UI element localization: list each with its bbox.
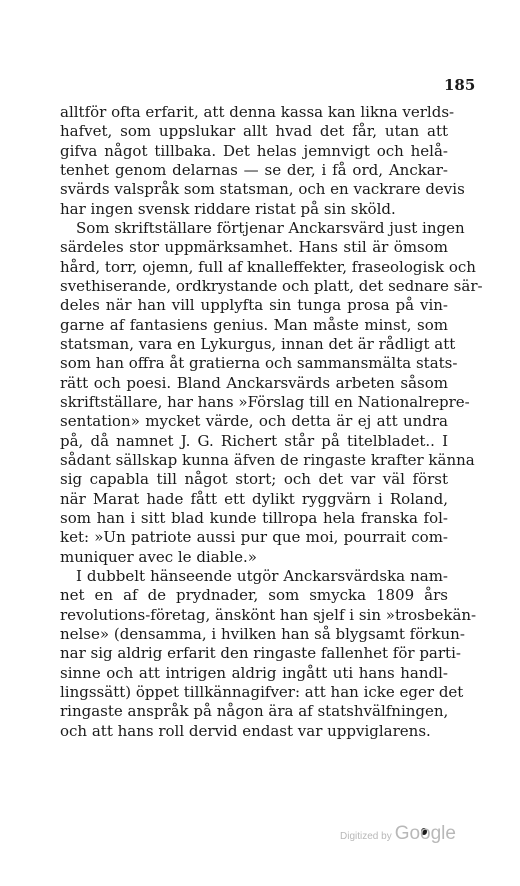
digitized-watermark [340, 823, 456, 845]
text-line: net en af de prydnader, som smycka 1809 års [60, 586, 448, 605]
text-line: deles när han vill upplyfta sin tunga prosa på vin- [60, 296, 448, 315]
text-line: muniquer avec le diable.» [60, 547, 257, 566]
text-line: när Marat hade fått ett dylikt ryggvärn i Roland, [60, 489, 448, 508]
text-line: lingssätt) öppet tillkännagifver: att han icke eger det [60, 682, 464, 701]
text-line: sentation» mycket värde, och detta är ej att undra [60, 412, 448, 431]
text-line: skriftställare, har hans »Förslag till en Nationalrepre- [60, 392, 470, 411]
digitized-by-label: Digitized by [340, 831, 392, 842]
text-line: sig capabla till något stort; och det var väl först [60, 470, 448, 489]
text-line: särdeles stor uppmärksamhet. Hans stil är ömsom [60, 238, 448, 257]
text-line: nar sig aldrig erfarit den ringaste fallenhet för parti- [60, 644, 461, 663]
text-line: tenhet genom delarnas — se der, i få ord, Anckar- [60, 160, 448, 179]
body-text [60, 103, 483, 741]
text-line: I dubbelt hänseende utgör Anckarsvärdska nam- [76, 566, 448, 585]
text-line: rätt och poesi. Bland Anckarsvärds arbeten såsom [60, 373, 448, 392]
text-line: svärds valspråk som statsman, och en vackrare devis [60, 180, 465, 199]
text-line: som han offra åt gratierna och sammansmälta stats- [60, 354, 458, 373]
text-line: och att hans roll dervid endast var uppviglarens. [60, 721, 431, 740]
text-line: sådant sällskap kunna äfven de ringaste krafter känna [60, 450, 475, 469]
text-line: hafvet, som uppslukar allt hvad det får, utan att [60, 122, 448, 141]
text-line: revolutions-företag, änskönt han sjelf i sin »trosbekän- [60, 605, 477, 624]
text-line: garne af fantasiens genius. Man måste minst, som [60, 315, 448, 334]
text-line: nelse» (densamma, i hvilken han så blygsamt förkun- [60, 624, 465, 643]
text-line: som han i sitt blad kunde tillropa hela franska fol- [60, 508, 448, 527]
text-line: sinne och att intrigen aldrig ingått uti hans handl- [60, 663, 448, 682]
text-line: statsman, vara en Lykurgus, innan det är rådligt att [60, 334, 456, 353]
text-line: ket: »Un patriote aussi pur que moi, pourrait com- [60, 528, 448, 547]
text-line: Som skriftställare förtjenar Anckarsvärd just ingen [76, 218, 465, 237]
text-line: på, då namnet J. G. Richert står på titelbladet.. I [60, 431, 448, 450]
page-number: 185 [444, 76, 476, 94]
google-logo: Google [394, 823, 456, 844]
text-line: har ingen svensk riddare ristat på sin sköld. [60, 199, 396, 218]
text-line: svethiserande, ordkrystande och platt, det sednare sär- [60, 276, 483, 295]
text-line: hård, torr, ojemn, full af knalleffekter, fraseologisk och [60, 257, 476, 276]
text-line: gifva något tillbaka. Det helas jemnvigt och helå- [60, 141, 448, 160]
text-line: alltför ofta erfarit, att denna kassa kan likna verlds- [60, 103, 455, 121]
text-line: ringaste anspråk på någon ära af statshvälfningen, [60, 702, 449, 721]
